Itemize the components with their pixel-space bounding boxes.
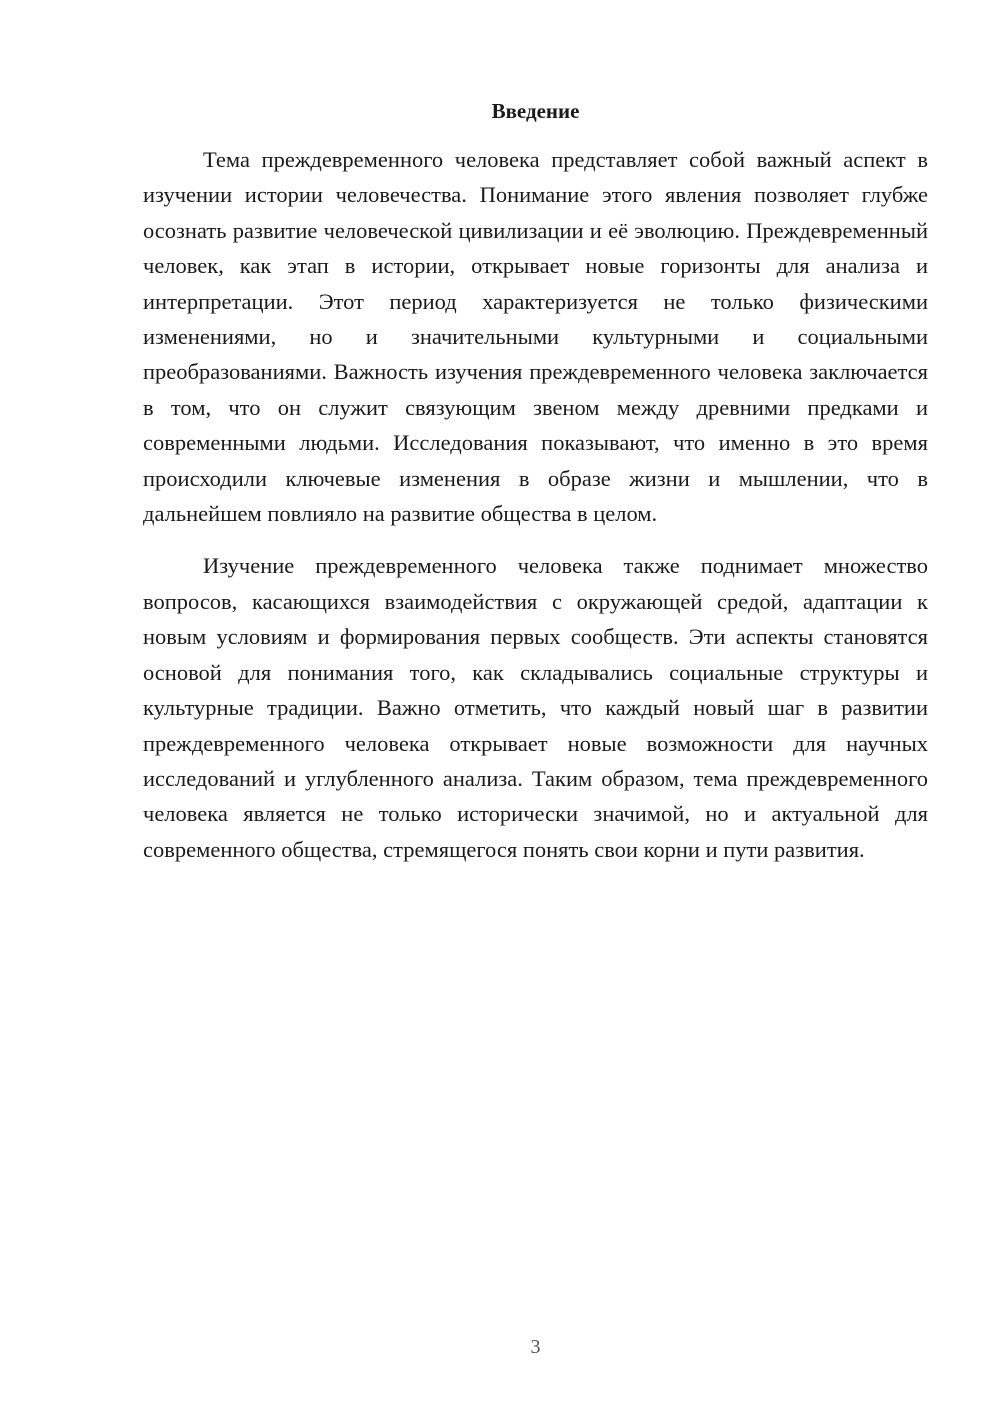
paragraph-2: Изучение преждевременного человека также поднимает множество вопросов, касающихся взаимодействия с окружающей средой, адаптации к новым условиям и формирования первых сообществ. Эти аспекты становятся основой для понимания того, как складывались социальные структуры и культурные традиции. Важно отметить, что каждый новый шаг в развитии преждевременного человека открывает новые возможности для научных исследований и углубленного анализа. Таким образом, тема преждевременного человека является не только исторически значимой, но и актуальной для современного общества, стремящегося понять свои корни и пути развития. <box>143 553 928 862</box>
paragraph-1: Тема преждевременного человека представляет собой важный аспект в изучении истории человечества. Понимание этого явления позволяет глубже осознать развитие человеческой цивилизации и её эволюцию. Преждевременный человек, как этап в истории, открывает новые горизонты для анализа и интерпретации. Этот период характеризуется не только физическими изменениями, но и значительными культурными и социальными преобразованиями. Важность изучения преждевременного человека заключается в том, что он служит связующим звеном между древними предками и современными людьми. Исследования показывают, что именно в это время происходили ключевые изменения в образе жизни и мышлении, что в дальнейшем повлияло на развитие общества в целом. <box>143 147 928 527</box>
section-heading: Введение <box>491 99 580 123</box>
page-number: 3 <box>530 1336 541 1358</box>
body-text <box>143 142 928 867</box>
